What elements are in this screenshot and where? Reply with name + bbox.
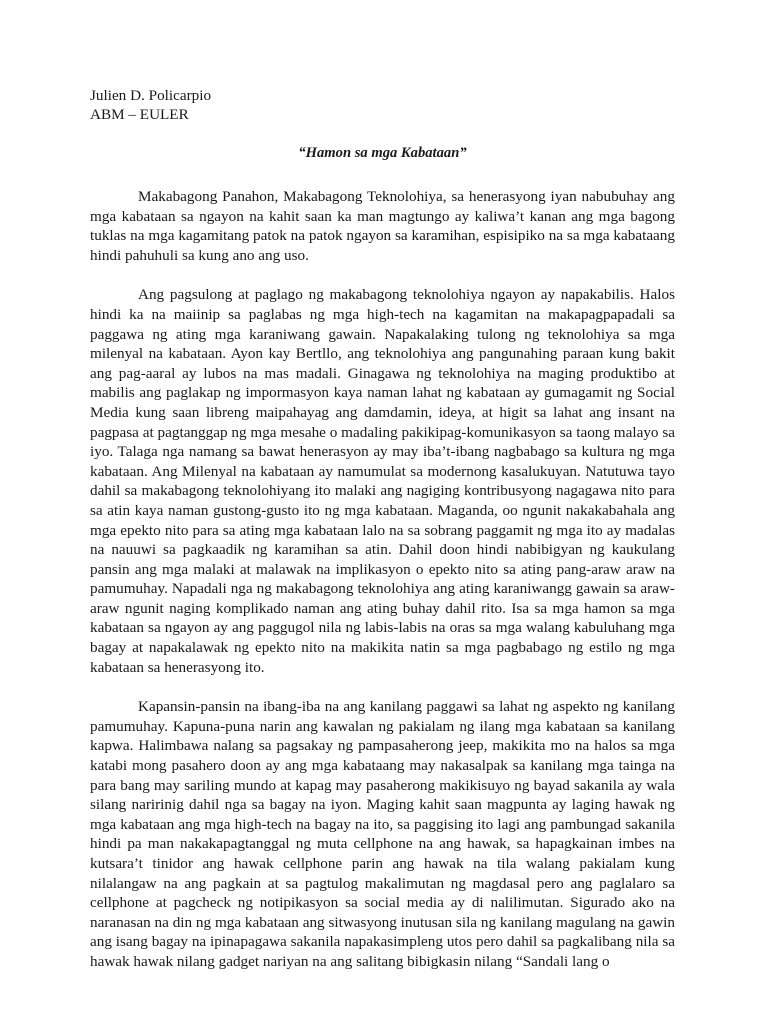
paragraph-1: Makabagong Panahon, Makabagong Teknolohiya, sa henerasyong iyan nabubuhay ang mga kabataan sa ngayon na kahit saan ka man magtungo ay kaliwa’t kanan ang mga bagong tuklas na mga kagamitang patok na patok ngayon sa karamihan, espisipiko na sa mga kabataang hindi pahuhuli sa kung ano ang uso. [90, 188, 675, 264]
document-page [90, 86, 675, 992]
paragraph-2: Ang pagsulong at paglago ng makabagong teknolohiya ngayon ay napakabilis. Halos hindi ka na maiinip sa paglabas ng mga high-tech na kagamitan na makapagpapadali sa paggawa ng ating mga karaniwang gawain. Napakalaking tulong ng teknolohiya sa mga milenyal na kabataan. Ayon kay Bertllo, ang teknolohiya ang pangunahing paraan kung bakit ang pag-aaral ay lubos na mas madali. Ginagawa ng teknolohiya na maging produktibo at mabilis ang paglakap ng impormasyon kaya naman lahat ng kabataan ay gumagamit ng Social Media kung saan libreng maipahayag ang damdamin, ideya, at higit sa lahat ang insant na pagpasa at pagtanggap ng mga mesahe o madaling pakikipag-komunikasyon sa taong malayo sa iyo. Talaga nga namang sa bawat henerasyon ay may iba’t-ibang nagbabago sa kultura ng mga kabataan. Ang Milenyal na kabataan ay namumulat sa modernong kasalukuyan. Natutuwa tayo dahil sa makabagong teknolohiyang ito malaki ang nagiging kontribusyong nagagawa nito para sa atin kaya naman gustong-gusto ito ng mga kabataan. Maganda, oo ngunit nakakabahala ang mga epekto nito para sa ating mga kabataan lalo na sa sobrang paggamit ng mga ito ay madalas na nauuwi sa pagkaadik ng karamihan sa atin. Dahil doon hindi nabibigyan ng kaukulang pansin ang mga malaki at malawak na implikasyon o epekto nito sa ating pang-araw araw na pamumuhay. Napadali nga ng makabagong teknolohiya ang ating karaniwangg gawain sa araw-araw ngunit naging komplikado naman ang ating buhay dahil rito. Isa sa mga hamon sa mga kabataan sa ngayon ay ang paggugol nila ng labis-labis na oras sa mga walang kabuluhang mga bagay at napakalawak ng epekto nito na makikita natin sa mga pagbabago ng estilo ng mga kabataan sa henerasyong ito. [90, 286, 675, 676]
author-name: Julien D. Policarpio [90, 87, 212, 104]
essay-title: “Hamon sa mga Kabataan” [298, 145, 467, 161]
section-name: ABM – EULER [90, 106, 189, 123]
paragraph-3: Kapansin-pansin na ibang-iba na ang kanilang paggawi sa lahat ng aspekto ng kanilang pamumuhay. Kapuna-puna narin ang kawalan ng pakialam ng ilang mga kabataan sa kanilang kapwa. Halimbawa nalang sa pagsakay ng pampasaherong jeep, makikita mo na halos sa mga katabi mong pasahero doon ay ang mga kabataang may nakasalpak sa kanilang mga tainga na para bang may sariling mundo at kapag may pasaherong makikisuyo ng bayad sakanila ay wala silang naririnig dahil nga sa bagay na iyon. Maging kahit saan magpunta ay laging hawak ng mga kabataan ang mga high-tech na bagay na ito, sa paggising ito lagi ang pambungad sakanila hindi pa man nakakapagtanggal ng muta cellphone na ang hawak, sa hapagkainan imbes na kutsara’t tinidor ang hawak cellphone parin ang hawak na tila walang pakialam kung nilalangaw na ang pagkain at sa pagtulog makalimutan ng magdasal pero ang paglalaro sa cellphone at pagcheck ng notipikasyon sa social media ay di nalilimutan. Sigurado ako na naranasan na din ng mga kabataan ang sitwasyong inutusan sila ng kanilang magulang na gawin ang isang bagay na ipinapagawa sakanila napakasimpleng utos pero dahil sa pagkalibang nila sa hawak hawak nilang gadget nariyan na ang salitang bibigkasin nilang “Sandali lang o [90, 698, 675, 970]
